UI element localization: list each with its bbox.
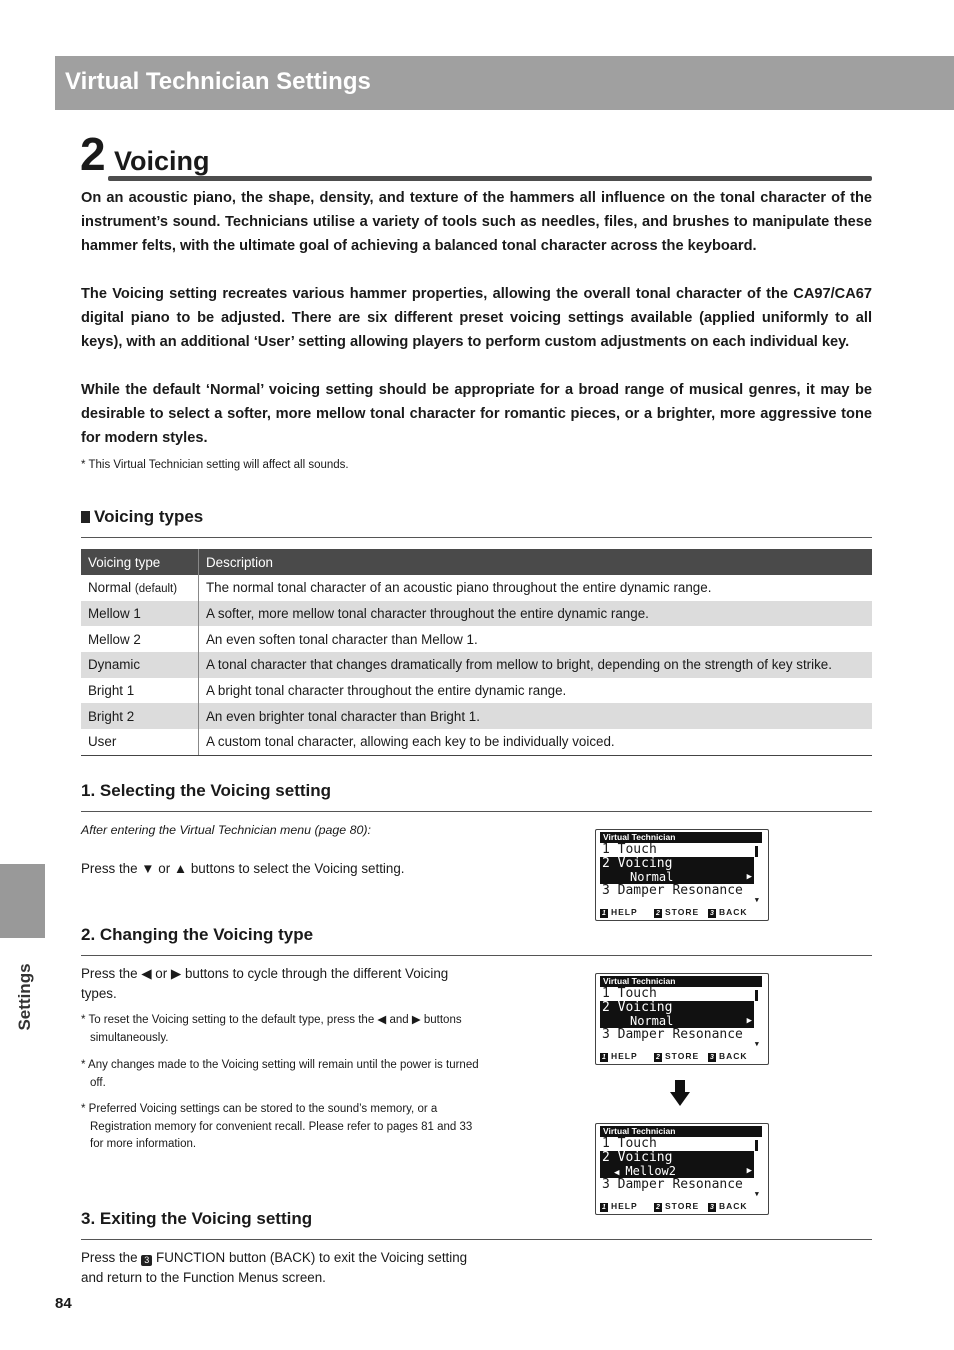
lcd-line-damper: 3 Damper Resonance	[602, 883, 743, 898]
lcd-line-voicing: 2 Voicing	[600, 1001, 754, 1015]
desc-cell: A softer, more mellow tonal character throughout the entire dynamic range.	[199, 601, 873, 627]
section-title: Voicing	[114, 146, 210, 176]
lcd-title: Virtual Technician	[600, 976, 762, 987]
desc-cell: The normal tonal character of an acoustic piano throughout the entire dynamic range.	[206, 580, 712, 596]
step2-body: Press the ◀ or ▶ buttons to cycle through the different Voicing types.	[81, 966, 449, 1001]
intro-paragraph-1: On an acoustic piano, the shape, density, and texture of the hammers all influence on the tonal character of the instrument’s sound. Technicians utilise a variety of tools such as needles, files, and brushes to manipulate these hammer felts, with the ultimate goal of achieving a balanced tonal character across the keyboard.	[81, 190, 872, 254]
desc-cell: An even soften tonal character than Mellow 1.	[206, 631, 478, 647]
intro-note: * This Virtual Technician setting will affect all sounds.	[81, 459, 349, 471]
type-cell: Mellow 2	[81, 626, 199, 652]
table-row	[81, 601, 872, 627]
step2-note-3: * Preferred Voicing settings can be stored to the sound’s memory, or a Registration memory for convenient recall. Please refer to pages 81 and 33 for more information.	[81, 1103, 473, 1150]
step2-heading: 2. Changing the Voicing type	[81, 925, 314, 944]
scrollbar-icon	[755, 1140, 758, 1151]
step2-note-2: * Any changes made to the Voicing setting will remain until the power is turned off.	[81, 1059, 479, 1089]
right-arrow-icon: ▶	[746, 872, 752, 882]
table-row	[81, 575, 872, 601]
lcd-line-damper: 3 Damper Resonance	[602, 1027, 743, 1042]
header-bar	[55, 56, 954, 110]
table-row	[81, 678, 872, 704]
intro-paragraph-3: While the default ‘Normal’ voicing setting should be appropriate for a broad range of musical genres, it may be desirable to select a softer, more mellow tonal character for romantic pieces, or a brighter, more aggressive tone for modern styles.	[81, 382, 872, 446]
type-cell: Bright 1	[81, 678, 199, 704]
step3-body: Press the 3 FUNCTION button (BACK) to exit the Voicing setting and return to the Function Menus screen.	[81, 1250, 468, 1285]
scroll-down-icon: ▼	[754, 896, 759, 904]
lcd-function-bar: 1 HELP 2 STORE 3 BACK	[600, 1051, 762, 1062]
type-cell: Normal (default)	[81, 575, 199, 601]
table-header-type: Voicing type	[81, 549, 199, 575]
section-number: 2	[80, 128, 106, 180]
scroll-down-icon: ▼	[754, 1190, 759, 1198]
lcd-screen-3	[595, 1123, 769, 1215]
step3-rule	[81, 1239, 872, 1240]
type-cell: Mellow 1	[81, 601, 199, 627]
right-arrow-icon: ▶	[746, 1166, 752, 1176]
page-number: 84	[55, 1295, 72, 1312]
table-row	[81, 652, 872, 678]
table-row	[81, 729, 872, 755]
table-header-desc: Description	[199, 549, 873, 575]
desc-cell: A custom tonal character, allowing each key to be individually voiced.	[199, 729, 873, 755]
lcd-line-touch: 1 Touch	[602, 1136, 657, 1151]
desc-cell: An even brighter tonal character than Bright 1.	[199, 703, 873, 729]
section-rule	[108, 176, 872, 181]
step2-rule	[81, 955, 872, 956]
lcd-line-voicing: 2 Voicing	[600, 857, 754, 871]
side-tab	[0, 864, 45, 938]
scrollbar-icon	[755, 846, 758, 857]
lcd-value: Normal ▶	[600, 871, 754, 884]
square-bullet-icon	[81, 511, 90, 523]
lcd-screen-2	[595, 973, 769, 1065]
step3-heading: 3. Exiting the Voicing setting	[81, 1209, 313, 1228]
type-cell: User	[81, 729, 199, 755]
step1-heading: 1. Selecting the Voicing setting	[81, 781, 332, 800]
step1-intro: After entering the Virtual Technician menu (page 80):	[81, 823, 371, 837]
type-cell: Bright 2	[81, 703, 199, 729]
voicing-types-table	[81, 549, 872, 756]
function-button-3-icon: 3	[141, 1255, 152, 1266]
lcd-function-bar: 1 HELP 2 STORE 3 BACK	[600, 907, 762, 918]
lcd-line-damper: 3 Damper Resonance	[602, 1177, 743, 1192]
lcd-value: Normal ▶	[600, 1015, 754, 1028]
voicing-types-heading: Voicing types	[81, 507, 203, 527]
table-row	[81, 626, 872, 652]
lcd-screen-1	[595, 829, 769, 921]
lcd-line-touch: 1 Touch	[602, 986, 657, 1001]
step2-note-1: * To reset the Voicing setting to the default type, press the ◀ and ▶ buttons simultaneously.	[81, 1014, 462, 1044]
lcd-line-voicing: 2 Voicing	[600, 1151, 754, 1165]
scrollbar-icon	[755, 990, 758, 1001]
heading-rule	[81, 537, 872, 538]
lcd-title: Virtual Technician	[600, 1126, 762, 1137]
scroll-down-icon: ▼	[754, 1040, 759, 1048]
lcd-function-bar: 1 HELP 2 STORE 3 BACK	[600, 1201, 762, 1212]
step1-body: Press the ▼ or ▲ buttons to select the Voicing setting.	[81, 861, 405, 876]
down-arrow-icon	[670, 1080, 690, 1106]
desc-cell: A tonal character that changes dramatically from mellow to bright, depending on the strength of key strike.	[199, 652, 873, 678]
intro-paragraph-2: The Voicing setting recreates various hammer properties, allowing the overall tonal character of the CA97/CA67 digital piano to be adjusted. There are six different preset voicing settings available (applied uniformly to all keys), with an additional ‘User’ setting allowing players to perform custom adjustments on each individual key.	[81, 286, 872, 350]
table-row	[81, 703, 872, 729]
type-cell: Dynamic	[81, 652, 199, 678]
left-arrow-icon: ◀	[614, 1168, 620, 1178]
lcd-line-touch: 1 Touch	[602, 842, 657, 857]
step1-rule	[81, 811, 872, 812]
side-label: Settings	[15, 963, 34, 1031]
lcd-title: Virtual Technician	[600, 832, 762, 843]
table-header-row	[81, 549, 872, 575]
desc-cell: A bright tonal character throughout the entire dynamic range.	[206, 683, 567, 699]
chapter-title: Virtual Technician Settings	[65, 68, 371, 95]
lcd-value: ◀ Mellow2 ▶	[600, 1165, 754, 1178]
right-arrow-icon: ▶	[746, 1016, 752, 1026]
